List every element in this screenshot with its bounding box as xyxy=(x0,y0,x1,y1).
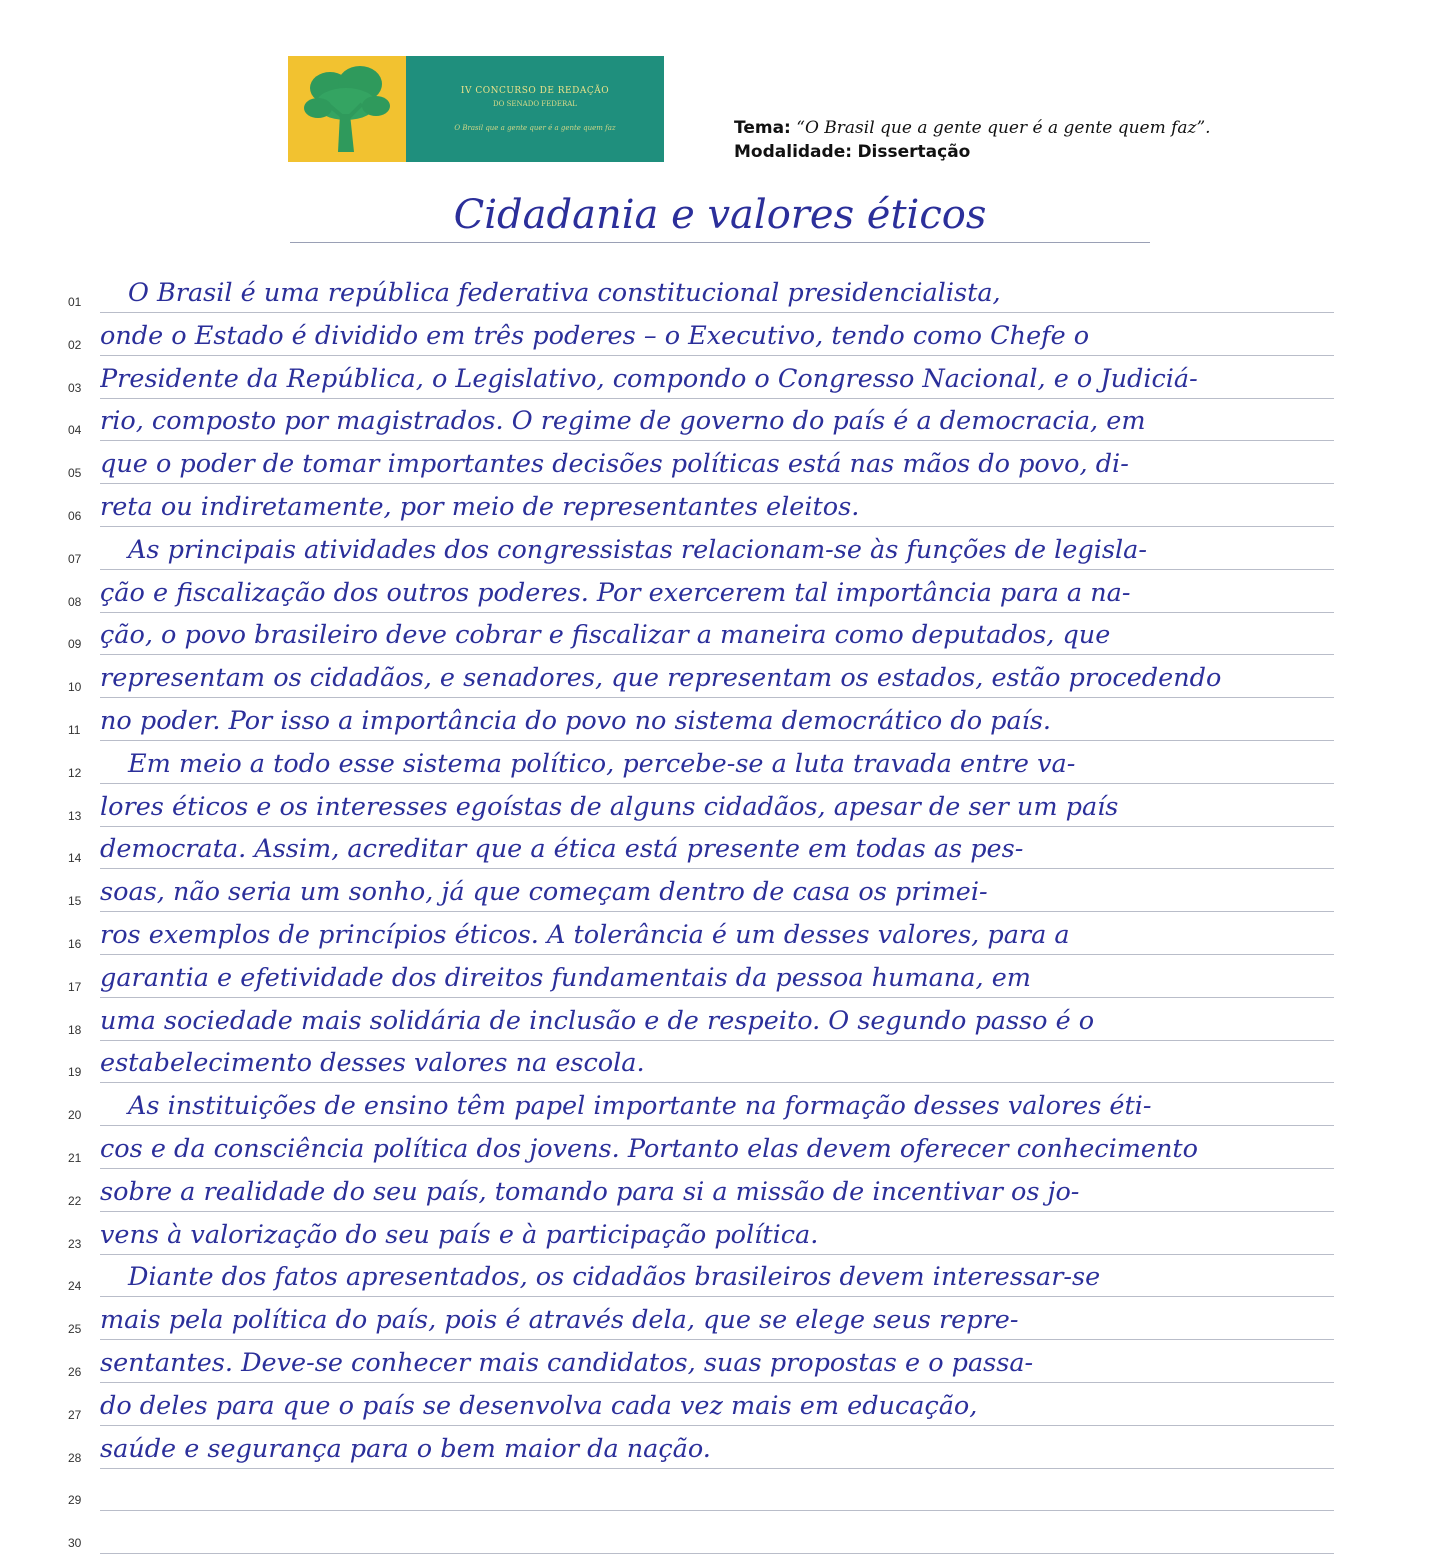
line-text: representam os cidadãos, e senadores, que representam os estados, estão procedendo xyxy=(100,663,1222,694)
logo-line-1: IV CONCURSO DE REDAÇÃO xyxy=(460,86,610,96)
line-text: O Brasil é uma república federativa constitucional presidencialista, xyxy=(128,278,1001,308)
line-text: do deles para que o país se desenvolva cada vez mais em educação, xyxy=(100,1390,978,1421)
line-text: uma sociedade mais solidária de inclusão e de respeito. O segundo passo é o xyxy=(100,1005,1095,1036)
line-number: 14 xyxy=(68,851,82,866)
essay-title: Cidadania e valores éticos xyxy=(453,192,987,238)
essay-line xyxy=(60,1426,1340,1469)
essay-line xyxy=(60,1083,1340,1126)
line-number: 03 xyxy=(68,380,82,395)
line-text: que o poder de tomar importantes decisões políticas está nas mãos do povo, di- xyxy=(100,449,1129,480)
essay-line xyxy=(60,698,1340,741)
line-text: democrata. Assim, acreditar que a ética está presente em todas as pes- xyxy=(100,834,1024,865)
essay-line xyxy=(60,869,1340,912)
line-text: ção e fiscalização dos outros poderes. Por exercerem tal importância para a na- xyxy=(100,577,1131,608)
line-text: Diante dos fatos apresentados, os cidadãos brasileiros devem interessar-se xyxy=(128,1262,1101,1293)
line-number: 30 xyxy=(68,1536,82,1551)
line-text: no poder. Por isso a importância do povo no sistema democrático do país. xyxy=(100,706,1052,736)
line-text: lores éticos e os interesses egoístas de alguns cidadãos, apesar de ser um país xyxy=(100,791,1119,822)
line-number: 22 xyxy=(68,1193,82,1208)
line-text: rio, composto por magistrados. O regime de governo do país é a democracia, em xyxy=(100,406,1146,437)
essay-line xyxy=(60,1468,1340,1511)
essay-line xyxy=(60,1040,1340,1083)
essay-line xyxy=(60,612,1340,655)
essay-line xyxy=(60,1212,1340,1255)
logo-line-3: O Brasil que a gente quer é a gente quem faz xyxy=(454,124,616,132)
essay-line xyxy=(60,313,1340,356)
essay-line xyxy=(60,1297,1340,1340)
line-text: reta ou indiretamente, por meio de representantes eleitos. xyxy=(100,492,860,522)
line-text: ção, o povo brasileiro deve cobrar e fiscalizar a maneira como deputados, que xyxy=(100,620,1111,651)
line-number: 27 xyxy=(68,1407,82,1422)
essay-line xyxy=(60,955,1340,998)
line-text: sobre a realidade do seu país, tomando para si a missão de incentivar os jo- xyxy=(100,1176,1080,1207)
line-number: 13 xyxy=(68,808,82,823)
line-number: 12 xyxy=(68,765,82,780)
essay-line xyxy=(60,1126,1340,1169)
line-number: 24 xyxy=(68,1279,82,1294)
line-text: estabelecimento desses valores na escola. xyxy=(100,1048,645,1079)
essay-line xyxy=(60,1383,1340,1426)
line-number: 25 xyxy=(68,1322,82,1337)
essay-line xyxy=(60,655,1340,698)
tree-logo-panel xyxy=(288,56,406,162)
line-text: saúde e segurança para o bem maior da nação. xyxy=(100,1433,711,1464)
line-number: 28 xyxy=(68,1450,82,1465)
line-number: 05 xyxy=(68,466,82,481)
line-text: ros exemplos de princípios éticos. A tolerância é um desses valores, para a xyxy=(100,920,1070,950)
essay-line xyxy=(60,527,1340,570)
line-text: Presidente da República, o Legislativo, compondo o Congresso Nacional, e o Judiciá- xyxy=(100,363,1198,394)
line-number: 02 xyxy=(68,337,82,352)
essay-line xyxy=(60,398,1340,441)
theme-block xyxy=(734,116,1211,164)
essay-line xyxy=(60,1169,1340,1212)
line-number: 11 xyxy=(68,723,81,737)
title-rule xyxy=(290,242,1150,243)
modality-label: Modalidade: xyxy=(734,142,853,162)
essay-line xyxy=(60,826,1340,869)
essay-line xyxy=(60,1511,1340,1554)
theme-line xyxy=(734,116,1211,140)
line-number: 23 xyxy=(68,1236,82,1251)
line-number: 21 xyxy=(68,1151,82,1165)
line-number: 07 xyxy=(68,551,82,566)
theme-value: “O Brasil que a gente quer é a gente quem faz”. xyxy=(796,118,1211,138)
line-text: mais pela política do país, pois é através dela, que se elege seus repre- xyxy=(100,1305,1019,1336)
line-number: 19 xyxy=(68,1065,82,1080)
line-number: 01 xyxy=(68,295,82,309)
essay-line xyxy=(60,912,1340,955)
line-number: 10 xyxy=(68,680,82,695)
line-number: 18 xyxy=(68,1022,82,1037)
essay-line xyxy=(60,441,1340,484)
line-text: onde o Estado é dividido em três poderes – o Executivo, tendo como Chefe o xyxy=(100,320,1090,351)
modality-line xyxy=(734,140,1211,164)
line-text: As instituições de ensino têm papel importante na formação desses valores éti- xyxy=(128,1091,1152,1122)
essay-line xyxy=(60,484,1340,527)
essay-line xyxy=(60,741,1340,784)
line-text: As principais atividades dos congressistas relacionam-se às funções de legisla- xyxy=(128,534,1147,565)
essay-line xyxy=(60,784,1340,827)
tree-icon xyxy=(288,56,406,162)
line-number: 29 xyxy=(68,1493,82,1508)
line-number: 08 xyxy=(68,594,82,609)
line-number: 15 xyxy=(68,894,82,909)
line-text: Em meio a todo esse sistema político, percebe-se a luta travada entre va- xyxy=(128,748,1076,779)
contest-logo xyxy=(288,56,664,162)
line-number: 20 xyxy=(68,1108,82,1123)
line-number: 09 xyxy=(68,637,82,652)
essay-line xyxy=(60,1254,1340,1297)
line-number: 17 xyxy=(68,979,82,994)
logo-text-panel xyxy=(406,56,664,162)
logo-line-2: DO SENADO FEDERAL xyxy=(493,100,577,108)
essay-line xyxy=(60,270,1340,313)
line-number: 04 xyxy=(68,423,82,438)
essay-line xyxy=(60,1340,1340,1383)
theme-label: Tema: xyxy=(734,118,791,138)
line-number: 16 xyxy=(68,937,82,951)
line-number: 26 xyxy=(68,1365,82,1379)
essay-line xyxy=(60,998,1340,1041)
line-text: sentantes. Deve-se conhecer mais candidatos, suas propostas e o passa- xyxy=(100,1348,1034,1378)
modality-value: Dissertação xyxy=(857,142,971,162)
essay-line xyxy=(60,356,1340,399)
line-text: garantia e efetividade dos direitos fundamentais da pessoa humana, em xyxy=(100,962,1031,993)
line-text: soas, não seria um sonho, já que começam dentro de casa os primei- xyxy=(100,877,988,908)
line-text: vens à valorização do seu país e à participação política. xyxy=(100,1219,819,1250)
essay-line xyxy=(60,570,1340,613)
line-text: cos e da consciência política dos jovens. Portanto elas devem oferecer conhecimento xyxy=(100,1134,1199,1164)
line-number: 06 xyxy=(68,509,82,523)
